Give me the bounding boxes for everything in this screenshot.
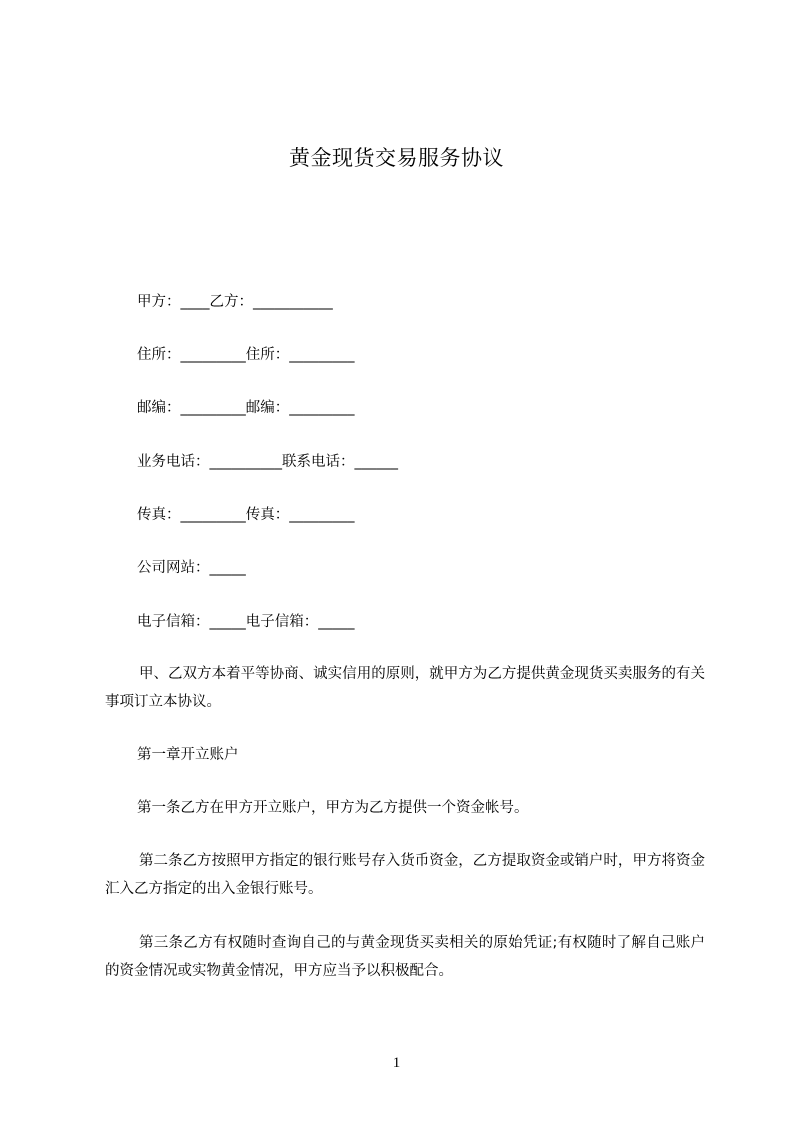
- chapter-heading: 第一章开立账户: [137, 747, 239, 763]
- party-name-line: 甲方：____乙方：___________: [137, 294, 333, 310]
- article-1: 第一条乙方在甲方开立账户，甲方为乙方提供一个资金帐号。: [137, 800, 529, 816]
- email-line: 电子信箱：_____电子信箱：_____: [137, 614, 355, 630]
- website-line: 公司网站：_____: [137, 560, 246, 576]
- article-3: 第三条乙方有权随时查询自己的与黄金现货买卖相关的原始凭证;有权随时了解自己账户的资金情况或实物黄金情况，甲方应当予以积极配合。: [105, 935, 705, 979]
- fax-line: 传真：_________传真：_________: [137, 507, 355, 523]
- intro-paragraph: 甲、乙双方本着平等协商、诚实信用的原则，就甲方为乙方提供黄金现货买卖服务的有关事项订立本协议。: [105, 666, 705, 710]
- document-title: 黄金现货交易服务协议: [289, 146, 504, 170]
- article-2: 第二条乙方按照甲方指定的银行账号存入货币资金，乙方提取资金或销户时，甲方将资金汇入乙方指定的出入金银行账号。: [105, 853, 705, 897]
- postcode-line: 邮编：_________邮编：_________: [137, 400, 355, 416]
- phone-line: 业务电话：__________联系电话：______: [137, 454, 398, 470]
- page-number: 1: [392, 1055, 401, 1071]
- address-line: 住所：_________住所：_________: [137, 347, 355, 363]
